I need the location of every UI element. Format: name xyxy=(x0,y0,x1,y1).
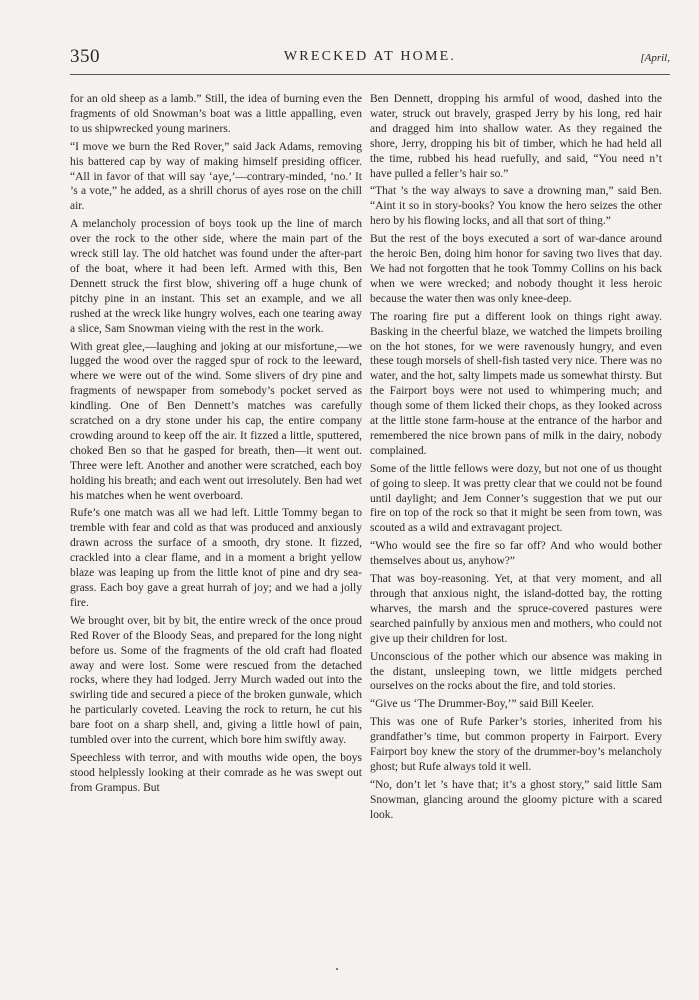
paragraph: Ben Dennett, dropping his armful of wood, dashed into the water, struck out bravely, grasped Jerry by his long, red hair and dragged him into shallow water. As they regained the shore, Jerry, dropping his bit of timber, which he had held all the time, rubbed his head ruefully, and said, “You need n’t have pulled a feller’s hair so.” xyxy=(370,93,662,180)
paragraph: We brought over, bit by bit, the entire wreck of the once proud Red Rover of the Bloody Seas, and prepared for the long night before us. Some of the fragments of the old craft had floated away and were lost. Some were rescued from the detached rocks, where they had lodged. Jerry Murch waded out into the swirling tide and secured a piece of the broken gunwale, which he particularly coveted. Leaving the rock to return, he cut his bare foot on a sharp shell, and, giving a little howl of pain, tumbled over into the current, which bore him swiftly away. xyxy=(70,614,362,747)
paragraph: “That ’s the way always to save a drowning man,” said Ben. “Aint it so in story-books? You know the hero seizes the other hero by his flowing locks, and all that sort of thing.” xyxy=(370,185,662,228)
paragraph: Some of the little fellows were dozy, but not one of us thought of going to sleep. It was pretty clear that we could not be found until daylight; and Jem Conner’s suggestion that we put our fire on top of the rock so that it might be seen from town, was scouted as a wild and extravagant project. xyxy=(370,462,662,535)
right-column xyxy=(370,92,662,826)
issue-month: [April, xyxy=(640,52,670,64)
paragraph: “No, don’t let ’s have that; it’s a ghost story,” said little Sam Snowman, glancing around the gloomy picture with a scared look. xyxy=(370,778,662,821)
paragraph: “I move we burn the Red Rover,” said Jack Adams, removing his battered cap by way of making himself presiding officer. “All in favor of that will say ‘aye,’—contrary-minded, ‘no.’ It ’s a vote,” he added, as a shrill chorus of ayes rose on the chill air. xyxy=(70,140,362,213)
paragraph: This was one of Rufe Parker’s stories, inherited from his grandfather’s time, but common property in Fairport. Every Fairport boy knew the story of the drummer-boy’s melancholy ghost; but Rufe always told it well. xyxy=(370,716,662,773)
paragraph: Unconscious of the pother which our absence was making in the distant, unsleeping town, we little midgets perched ourselves on the rocks about the fire, and told stories. xyxy=(370,650,662,693)
paragraph: “Who would see the fire so far off? And who would bother themselves about us, anyhow?” xyxy=(370,540,662,568)
paragraph: “Give us ‘The Drummer-Boy,’” said Bill Keeler. xyxy=(370,698,594,711)
paragraph: That was boy-reasoning. Yet, at that very moment, and all through that anxious night, the island-dotted bay, the rotting wharves, the marsh and the spruce-covered pastures were searched painfully by anxious men and mothers, who could not give up their children for lost. xyxy=(370,573,662,645)
header-rule xyxy=(70,74,670,75)
left-column xyxy=(70,92,362,799)
paragraph: But the rest of the boys executed a sort of war-dance around the heroic Ben, doing him honor for saving two lives that day. We had not forgotten that he took Tommy Collins on his back when we were wrecked; and nobody thought it less heroic because the water then was only knee-deep. xyxy=(370,233,662,305)
print-speck xyxy=(336,968,338,970)
page-number: 350 xyxy=(70,46,100,67)
paragraph: With great glee,—laughing and joking at our misfortune,—we lugged the wood over the ragged spur of rock to the leeward, where we were out of the wind. Some slivers of dry pine and fragments of newspaper from somebody’s pocket served as kindling. One of Ben Dennett’s matches was carefully scratched on a dry stone under his cap, the entire company crowding around to keep off the air. It fizzed a little, sputtered, choked Ben so that he gasped for breath, then—it went out. Three were left. Another and another were scratched, each boy holding his breath; and each went out irresolutely. Ben had wet his matches when he went overboard. xyxy=(70,340,362,502)
paragraph: for an old sheep as a lamb.” Still, the idea of burning even the fragments of old Snowman’s boat was a little appalling, even to us shipwrecked young mariners. xyxy=(70,93,362,135)
paragraph: A melancholy procession of boys took up the line of march over the rock to the other side, where the main part of the wreck still lay. The old hatchet was found under the after-part of the boat, where it had been left. Armed with this, Ben Dennett struck the first blow, shivering off a huge chunk of pitchy pine in an instant. This set an example, and we all rushed at the wreck like hungry wolves, each one tearing away a slice, Sam Snowman vieing with the rest in the work. xyxy=(70,218,362,335)
page-header xyxy=(70,46,670,72)
paragraph: Rufe’s one match was all we had left. Little Tommy began to tremble with fear and cold as that was produced and anxiously drawn across the surface of a smooth, dry stone. It fizzed, crackled into a clear flame, and in a moment a bright yellow blaze was leaping up from the little knot of pine and dry sea-grass. Each boy gave a great hurrah of joy; and we had a jolly fire. xyxy=(70,507,362,609)
running-title: WRECKED AT HOME. xyxy=(283,49,457,64)
paragraph: The roaring fire put a different look on things right away. Basking in the cheerful blaze, we watched the limpets broiling on the hot stones, for we were ravenously hungry, and even these tough morsels of shell-fish tasted very nice. There was no water, and the hot, salty limpets made us somewhat thirsty. But the Fairport boys were not used to whimpering much; and though some of them licked their chops, as they looked across at the little stone farm-house at the entrance of the harbor and remembered the nice brown pans of milk in the dairy, nobody complained. xyxy=(370,310,663,457)
paragraph: Speechless with terror, and with mouths wide open, the boys stood helplessly looking at their comrade as he was swept out from Grampus. But xyxy=(70,751,362,794)
